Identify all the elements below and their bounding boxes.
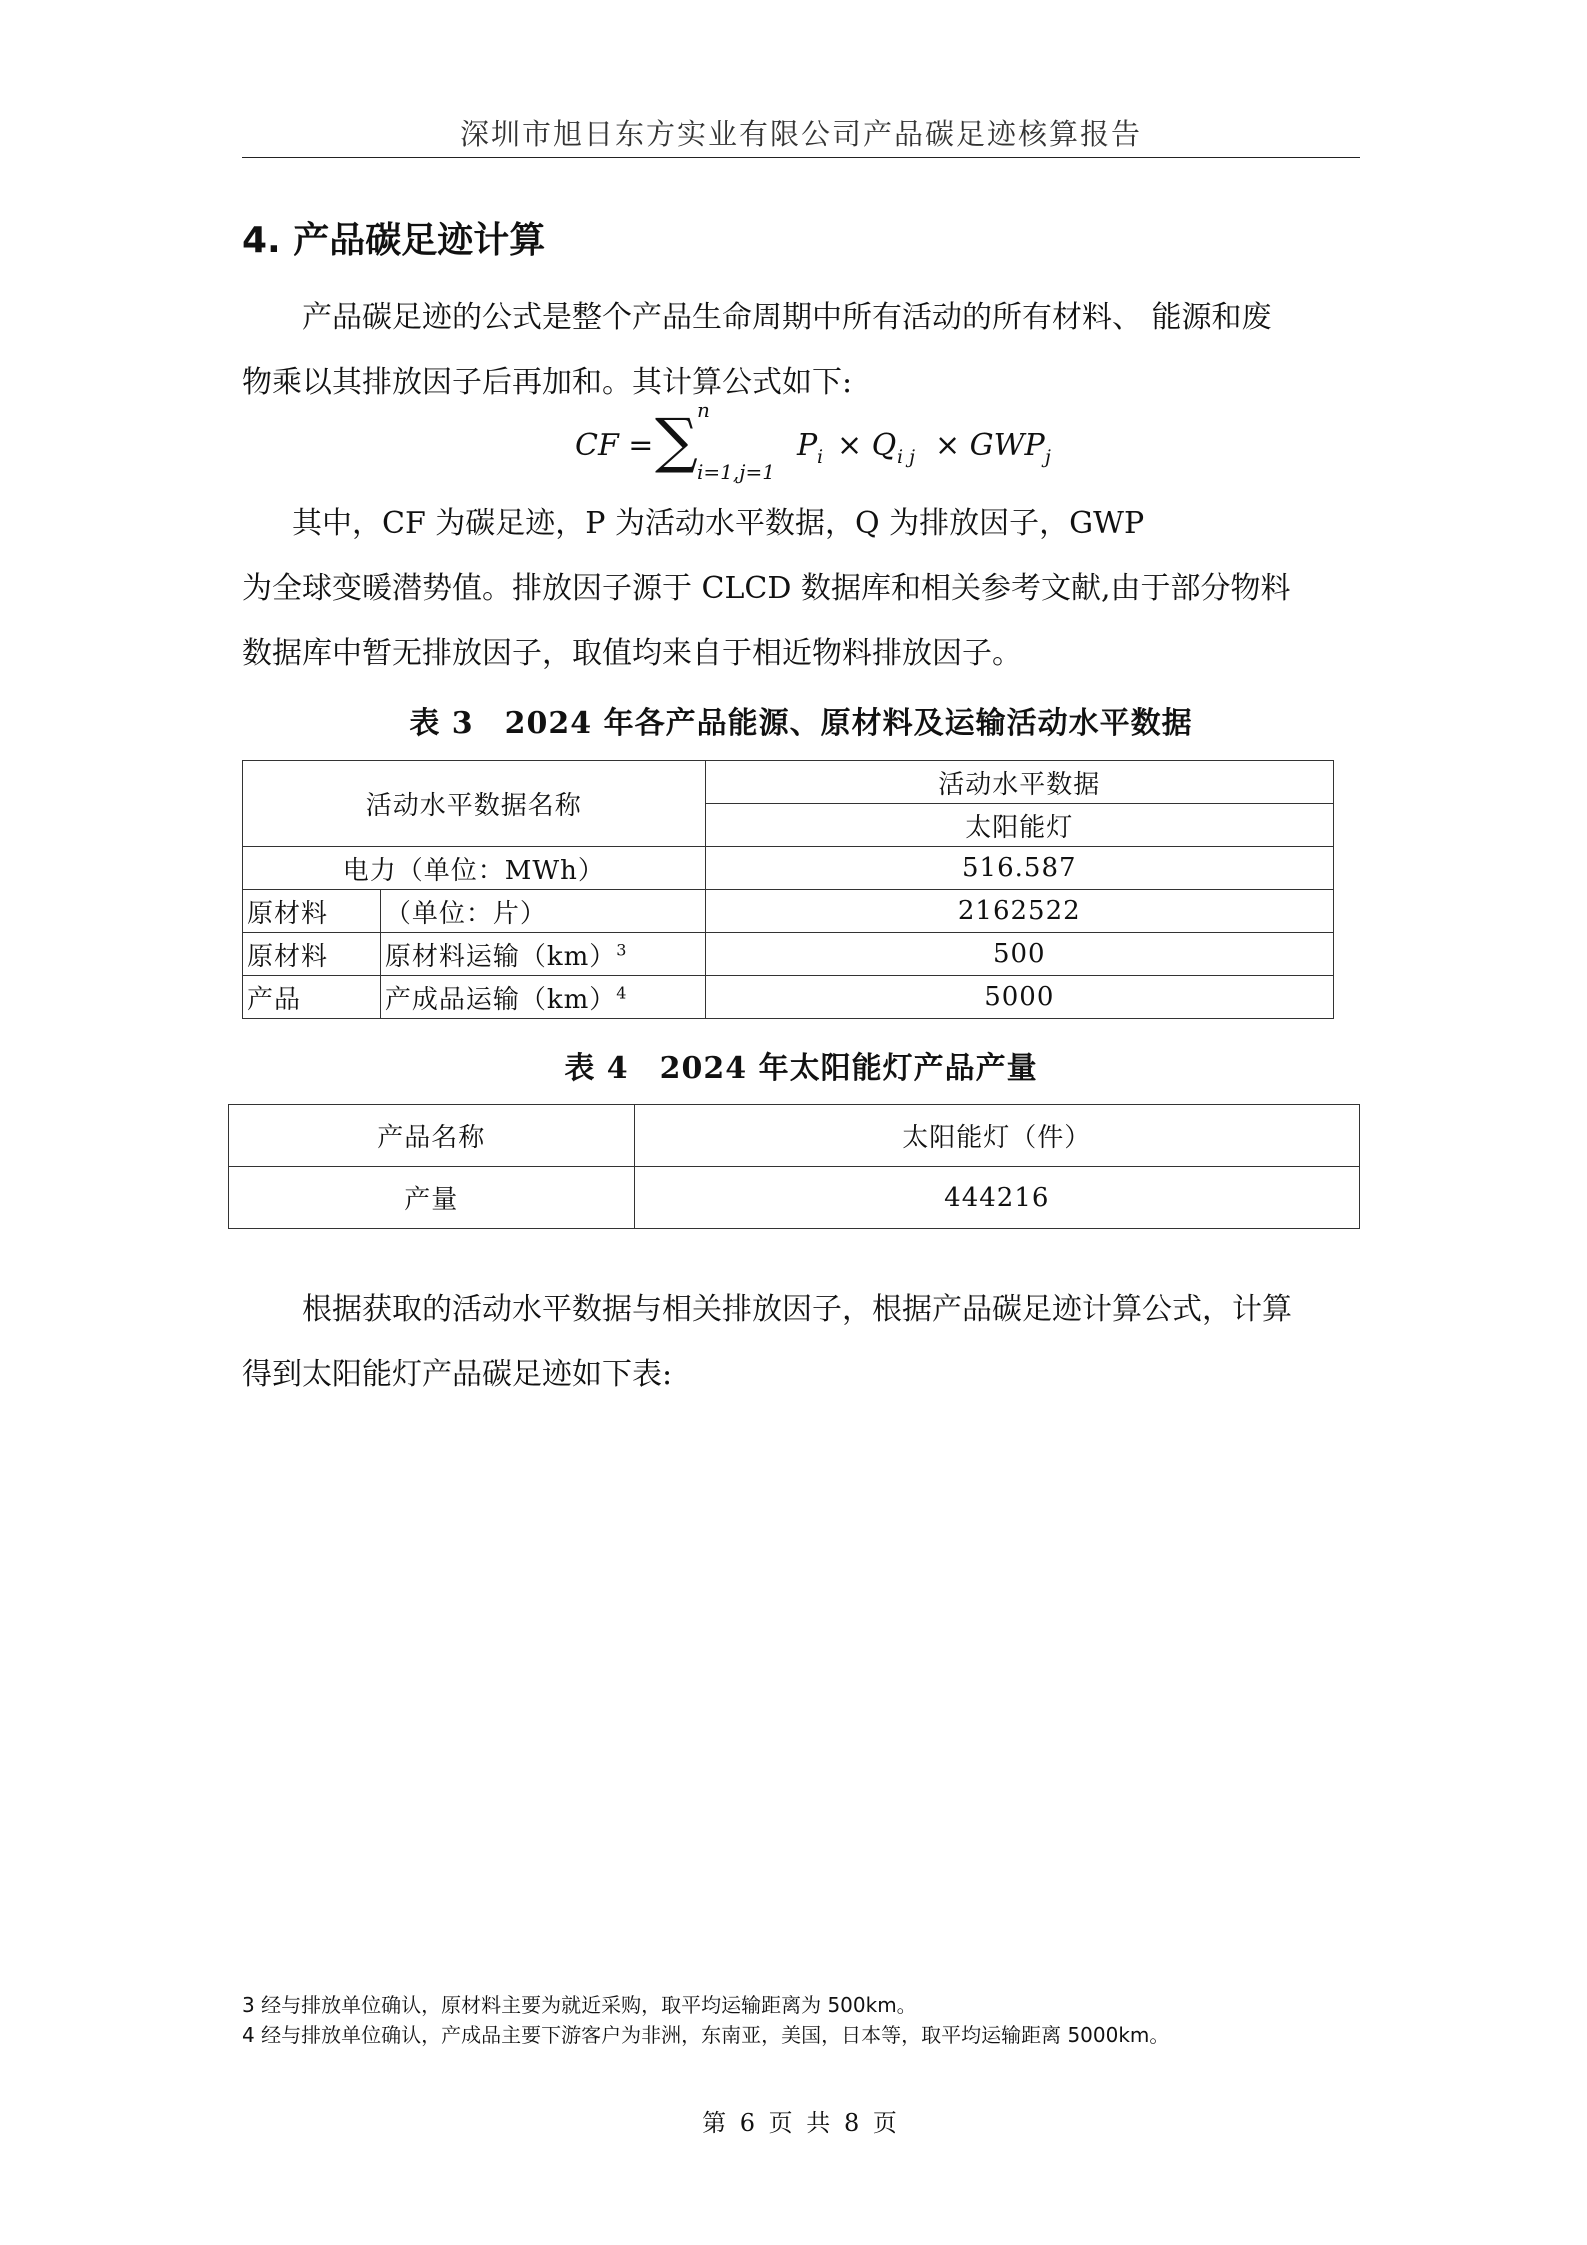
table4-row-name: 产量	[229, 1167, 635, 1229]
table3-cell-value: 500	[705, 933, 1333, 976]
conclusion-line-1: 根据获取的活动水平数据与相关排放因子，根据产品碳足迹计算公式，计算	[302, 1292, 1292, 1327]
explain-line-1: 其中，CF 为碳足迹，P 为活动水平数据，Q 为排放因子，GWP	[292, 506, 1145, 541]
header-divider	[242, 157, 1360, 158]
table3-header-data: 活动水平数据	[705, 761, 1333, 804]
table-row	[229, 1167, 1360, 1229]
explain-line-3: 数据库中暂无排放因子，取值均来自于相近物料排放因子。	[242, 636, 1022, 671]
footnote-4: 4 经与排放单位确认，产成品主要下游客户为非洲，东南亚，美国，日本等，取平均运输距离 5000km。	[242, 2023, 1170, 2047]
formula-upper-limit: n	[697, 398, 710, 422]
formula-times-q: × Q	[837, 428, 897, 463]
conclusion-line-2: 得到太阳能灯产品碳足迹如下表:	[242, 1357, 673, 1392]
formula-times-gwp: × GWP	[935, 428, 1045, 463]
formula-lhs: CF =	[575, 428, 654, 463]
table3-cell-value: 516.587	[705, 847, 1333, 890]
table-row	[243, 976, 1334, 1019]
table4-product-output	[228, 1104, 1360, 1229]
table4-row-value: 444216	[634, 1167, 1359, 1229]
formula-p: P	[797, 428, 818, 463]
table3-cell-label: （单位：片）	[380, 890, 705, 933]
formula-sub-i: i	[817, 446, 824, 468]
table3-cell-value: 5000	[705, 976, 1333, 1019]
footnote-3: 3 经与排放单位确认，原材料主要为就近采购，取平均运输距离为 500km。	[242, 1993, 917, 2017]
footnote-ref-4[interactable]: 4	[616, 982, 628, 1002]
formula-sub-j: j	[1045, 446, 1051, 468]
footnotes	[242, 1990, 1360, 2050]
table3-header-product: 太阳能灯	[705, 804, 1333, 847]
table-row	[243, 933, 1334, 976]
table4-header-value: 太阳能灯（件）	[634, 1105, 1359, 1167]
table3-cell-category: 原材料	[243, 890, 381, 933]
table-row	[243, 847, 1334, 890]
formula-sub-ij: i j	[897, 446, 916, 468]
formula-sigma: ∑	[655, 406, 698, 476]
table3-cell-category: 产品	[243, 976, 381, 1019]
table3-activity-data	[242, 760, 1334, 1019]
table4-caption: 表 4 2024 年太阳能灯产品产量	[564, 1051, 1038, 1086]
table4-header-name: 产品名称	[229, 1105, 635, 1167]
footnote-ref-3[interactable]: 3	[616, 939, 628, 959]
page-number: 第 6 页 共 8 页	[702, 2109, 900, 2137]
explain-line-2: 为全球变暖潜势值。排放因子源于 CLCD 数据库和相关参考文献,由于部分物料	[242, 571, 1291, 606]
table3-label-text: 原材料运输（km）	[384, 941, 617, 972]
table3-cell-value: 2162522	[705, 890, 1333, 933]
document-header: 深圳市旭日东方实业有限公司产品碳足迹核算报告	[459, 117, 1142, 151]
table3-header-name: 活动水平数据名称	[243, 761, 706, 847]
carbon-footprint-formula	[575, 398, 1095, 498]
section-title: 4. 产品碳足迹计算	[242, 220, 546, 261]
table3-cell-label	[380, 976, 705, 1019]
intro-line-1: 产品碳足迹的公式是整个产品生命周期中所有活动的所有材料、 能源和废	[302, 300, 1272, 335]
table3-cell-label	[380, 933, 705, 976]
intro-line-2: 物乘以其排放因子后再加和。其计算公式如下:	[242, 365, 853, 400]
table3-cell-label: 电力（单位：MWh）	[243, 847, 706, 890]
table3-label-text: 产成品运输（km）	[384, 984, 617, 1015]
table-row	[243, 890, 1334, 933]
table3-cell-category: 原材料	[243, 933, 381, 976]
table3-caption: 表 3 2024 年各产品能源、原材料及运输活动水平数据	[409, 706, 1193, 741]
formula-lower-limit: i=1,j=1	[697, 460, 775, 484]
